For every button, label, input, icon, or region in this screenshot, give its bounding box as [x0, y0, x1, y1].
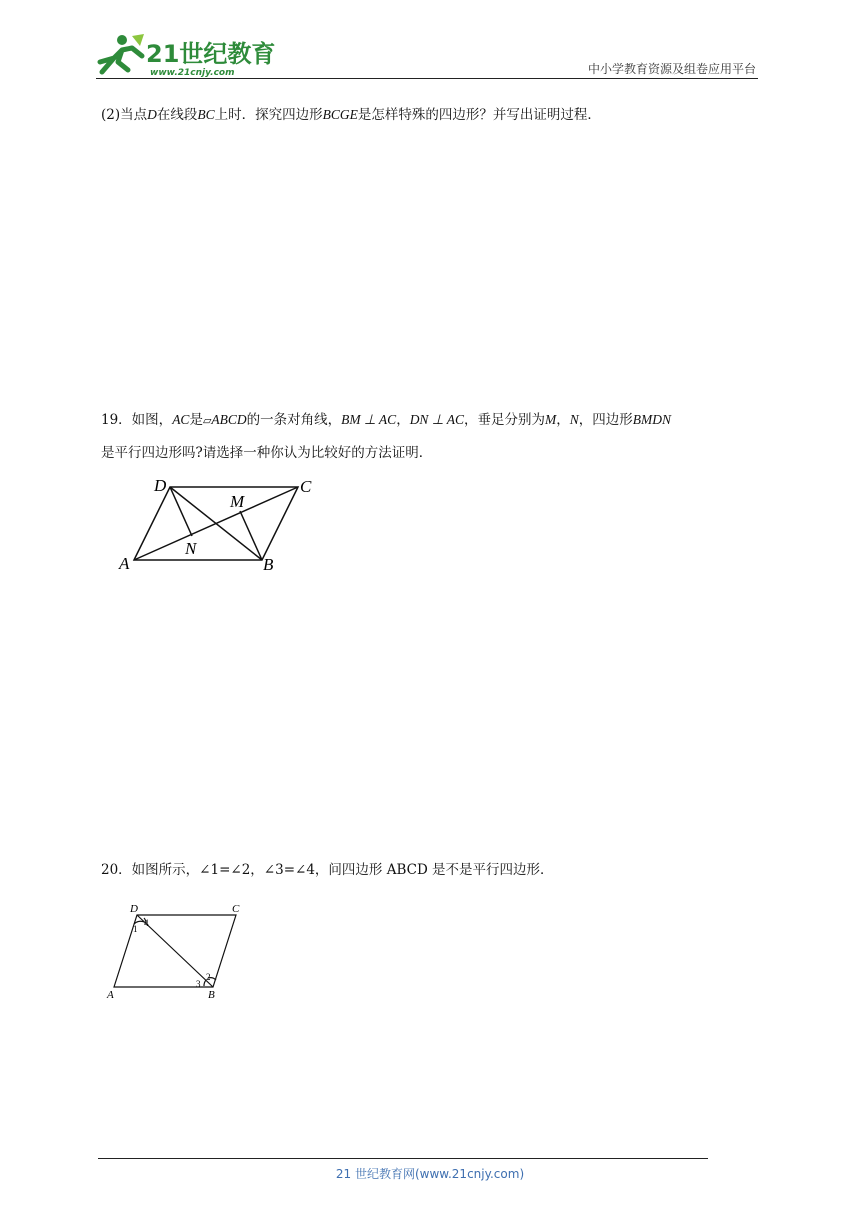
label-B: B — [208, 989, 215, 1001]
figure-19-parallelogram — [112, 472, 322, 581]
question-18-part-2: (2)当点D在线段BC上时．探究四边形BCGE是怎样特殊的四边形？并写出证明过程． — [101, 107, 601, 123]
angle-2-label: 2 — [206, 972, 211, 982]
question-19-line-2: 是平行四边形吗?请选择一种你认为比较好的方法证明． — [101, 445, 433, 461]
footer-divider — [98, 1158, 708, 1159]
header-divider — [96, 78, 758, 79]
label-D: D — [130, 903, 138, 915]
angle-4-label: 4 — [144, 918, 149, 928]
angle-1-label: 1 — [133, 924, 138, 934]
runner-logo-icon — [100, 34, 144, 72]
question-20: 20．如图所示，∠1=∠2，∠3=∠4，问四边形 ABCD 是不是平行四边形． — [101, 862, 554, 878]
label-C: C — [300, 477, 312, 496]
angle-3-label: 3 — [196, 979, 201, 989]
label-D: D — [154, 476, 167, 495]
logo-url: www.21cnjy.com — [150, 68, 235, 78]
logo-name: 21世纪教育 — [146, 40, 276, 68]
label-A: A — [119, 554, 130, 573]
label-B: B — [263, 555, 274, 574]
label-C: C — [232, 903, 240, 915]
site-logo — [92, 28, 276, 80]
footer-link[interactable]: 21 世纪教育网(www.21cnjy.com) — [335, 1167, 525, 1181]
figure-20-quadrilateral — [100, 900, 260, 1009]
label-A: A — [107, 989, 114, 1001]
label-N: N — [185, 539, 197, 558]
label-M: M — [230, 492, 245, 511]
site-title: 中小学教育资源及组卷应用平台 — [587, 62, 756, 76]
question-19-line-1: 19．如图，AC是▱ABCD的一条对角线，BM ⊥ AC，DN ⊥ AC，垂足分别为M，N，四边形BMDN — [101, 412, 671, 428]
